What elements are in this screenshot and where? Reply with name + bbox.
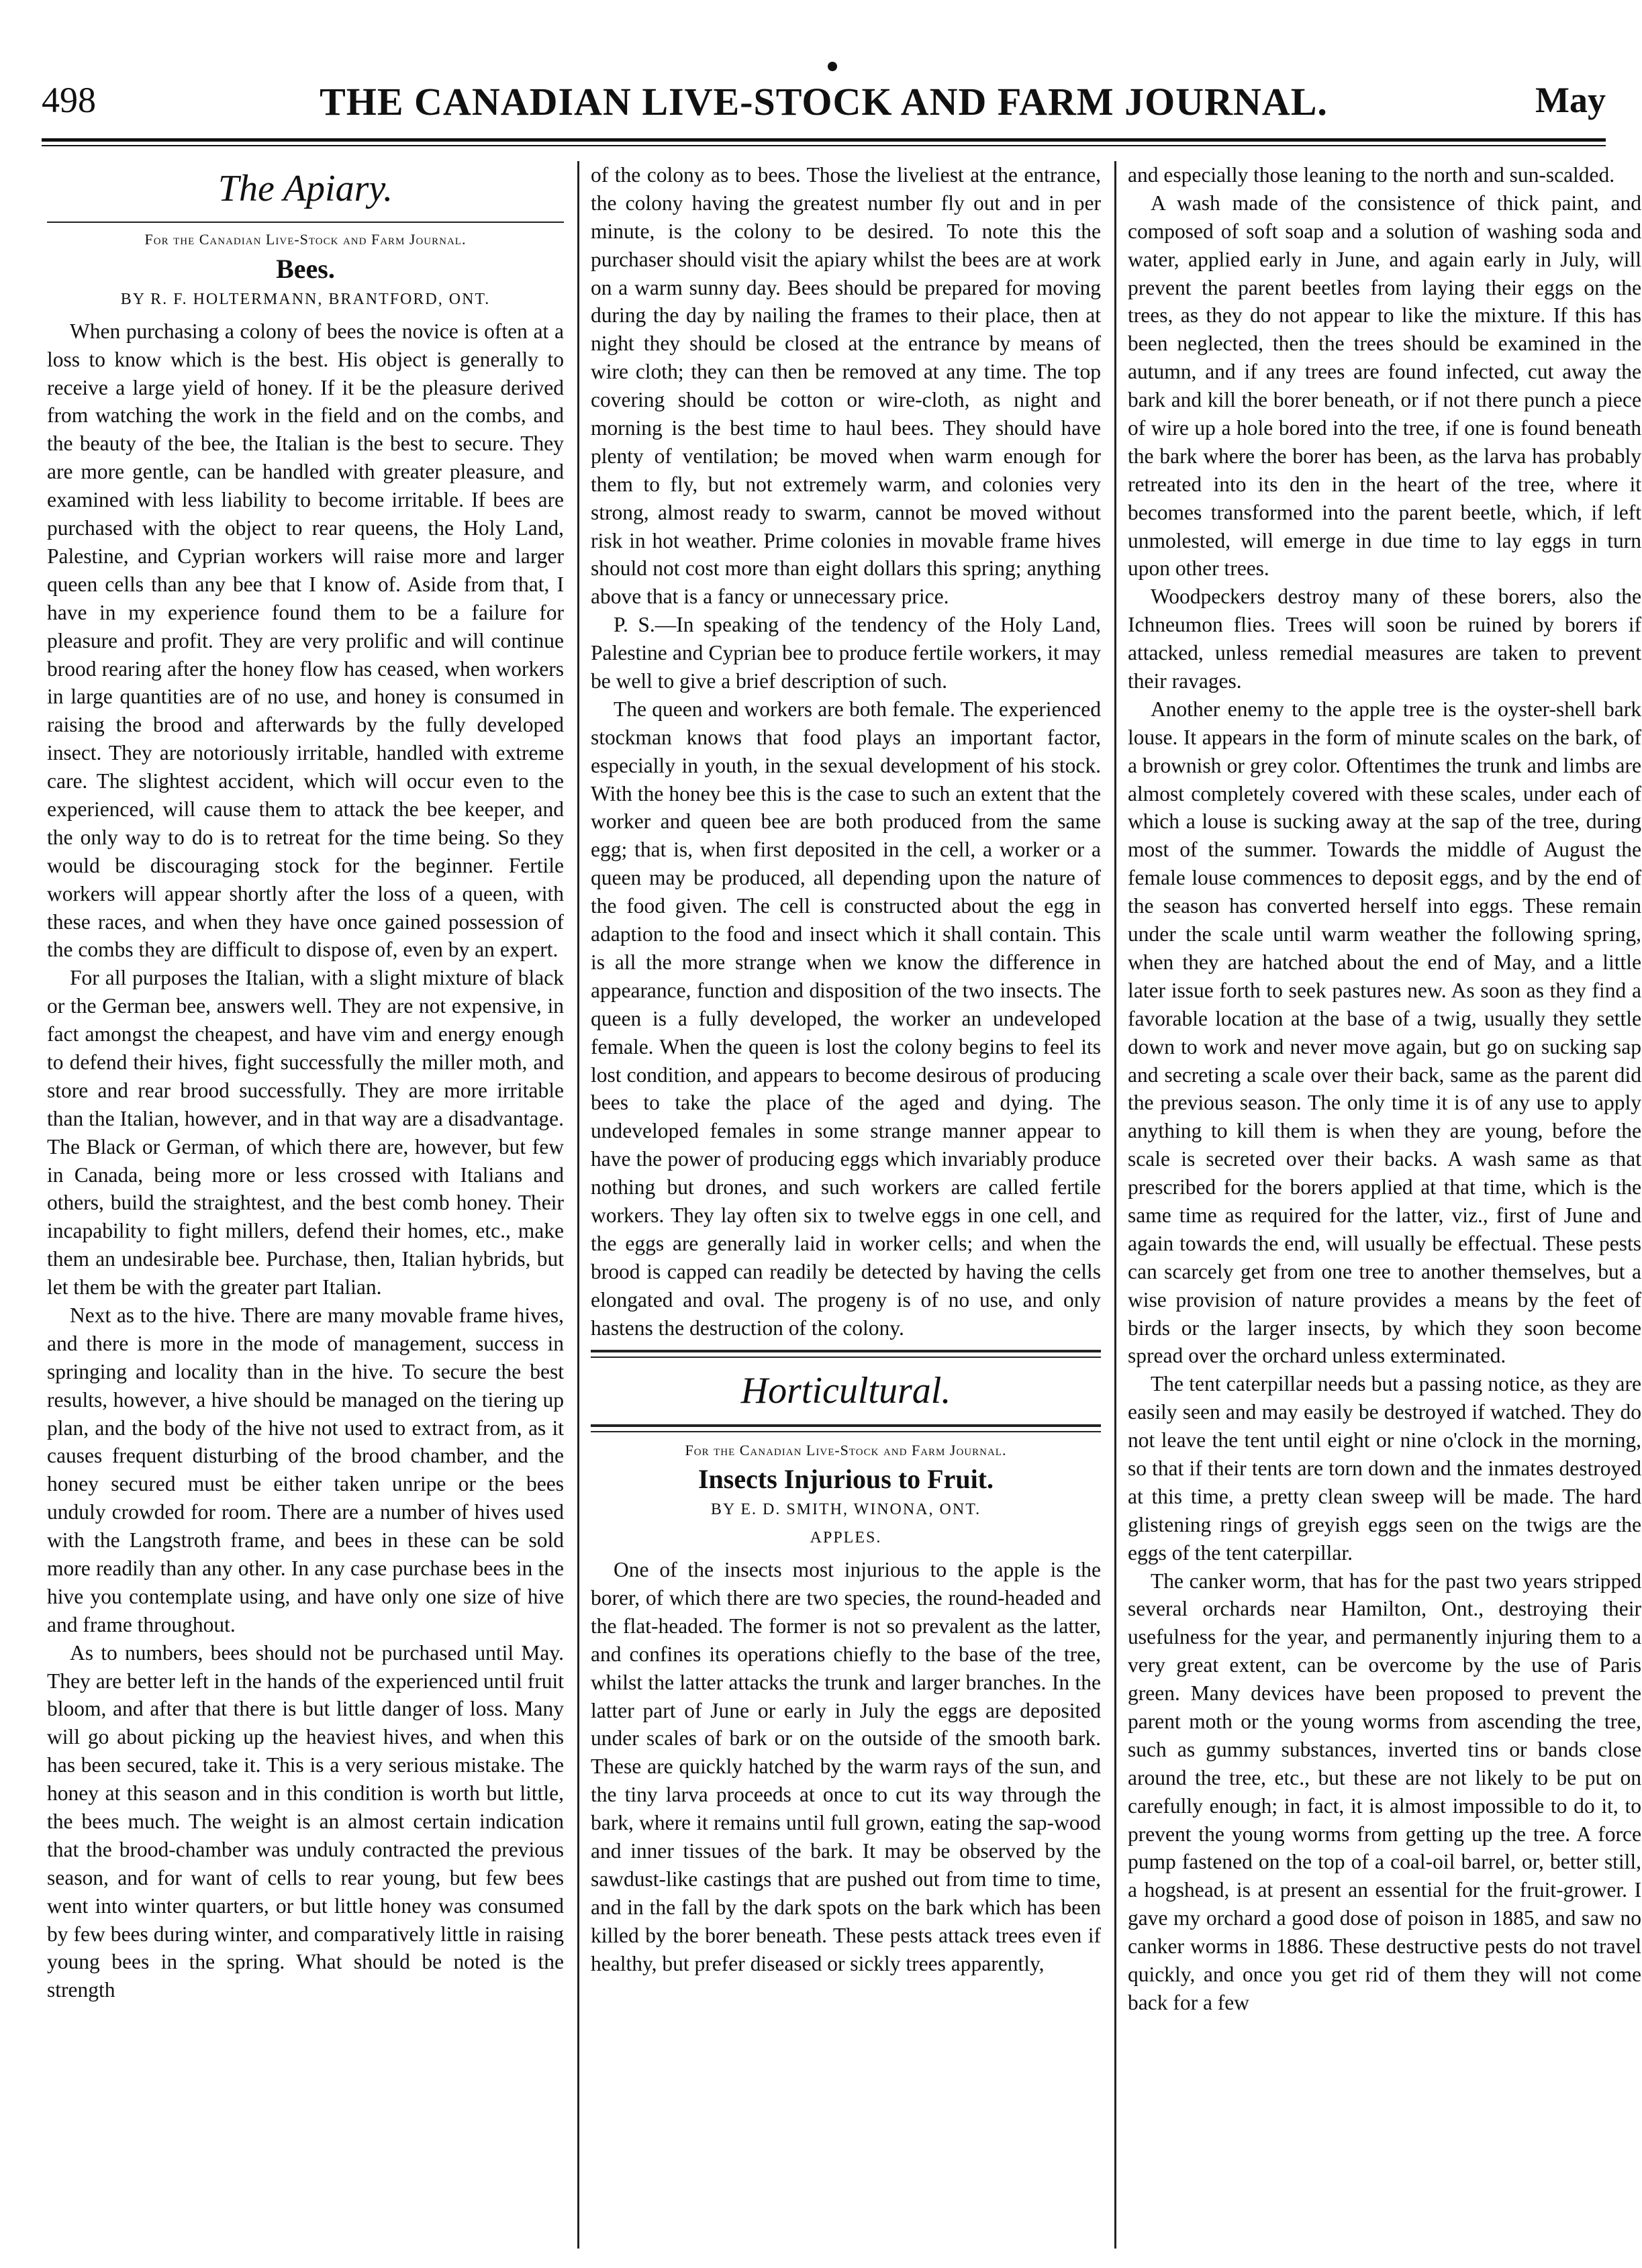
section-rule <box>591 1424 1101 1432</box>
paragraph: The canker worm, that has for the past two years stripped several orchards near Hamilton, Ont., destroying their usefulness for the year, and permanently injuring them to a very great extent, can be overcome by the use of Paris green. Many devices have been proposed to prevent the parent moth or the young worms from ascending the tree, such as gummy substances, inverted tins or bands close around the tree, etc., but these are not likely to be put on carefully enough; in fact, it is almost impossible to do it, to prevent the young worms from getting up the tree. A force pump fastened on the top of a coal-oil barrel, or, better still, a hogshead, is at present an essential for the fruit-grower. I gave my orchard a good dose of poison in 1885, and saw no canker worms in 1886. These destructive pests do not travel quickly, and once you get rid of them they will not come back for a few <box>1128 1569 1641 2014</box>
byline: BY E. D. SMITH, WINONA, ONT. <box>710 1501 981 1519</box>
paragraph: The queen and workers are both female. The experienced stockman knows that food plays an important factor, especially in youth, in the sexual development of his stock. With the honey bee this is the case to such an extent that the worker and queen bee are both produced from the same egg; that is, when first deposited in the cell, a worker or a queen may be produced, all depending upon the nature of the food given. The cell is constructed about the egg in adaption to the food and insect which it shall contain. This is all the more strange when we know the difference in appearance, function and disposition of the two insects. The queen is a fully developed, the worker an undeveloped female. When the queen is lost the colony begins to feel its lost condition, and appears to become desirous of producing bees to take the place of the aged and dying. The undeveloped females in some strange manner appear to have the power of producing eggs which invariably produce nothing but drones, and such workers are called fertile workers. They lay often six to twelve eggs in one cell, and the eggs are generally laid in worker cells; and when the brood is capped can readily be detected by having the cells elongated and oval. The progeny is of no use, and only hastens the destruction of the colony. <box>591 697 1101 1340</box>
paragraph: Next as to the hive. There are many movable frame hives, and there is more in the mode of management, success in springing and locality than in the hive. To secure the best results, however, a hive should be managed on the tiering up plan, and the body of the hive not used to extract from, as it causes frequent disturbing of the brood chamber, and the honey secured must be either taken unripe or the bees unduly crowded for room. There are a number of hives used with the Langstroth frame, and bees in these can be sold more readily than any other. In any case purchase bees in the hive you contemplate using, and have only one size of hive and frame throughout. <box>47 1303 564 1636</box>
issue-month: May <box>1535 80 1606 120</box>
paragraph: P. S.—In speaking of the tendency of the Holy Land, Palestine and Cyprian bee to produce fertile workers, it may be well to give a brief description of such. <box>591 613 1101 693</box>
paragraph: Woodpeckers destroy many of these borers, also the Ichneumon flies. Trees will soon be ruined by borers if attacked, unless remedial measures are taken to prevent their ravages. <box>1128 585 1641 693</box>
header-rule-thick <box>42 138 1606 142</box>
for-line: For the Canadian Live-Stock and Farm Journal. <box>144 231 467 248</box>
ornament-dot <box>828 62 837 71</box>
section-rule <box>591 1350 1101 1358</box>
paragraph: When purchasing a colony of bees the novice is often at a loss to know which is the best. His object is generally to receive a large yield of honey. If it be the pleasure derived from watching the work in the field and on the combs, and the beauty of the bee, the Italian is the best to secure. They are more gentle, can be handled with greater pleasure, and examined with less liability to become irritable. If bees are purchased with the object to rear queens, the Holy Land, Palestine, and Cyprian workers will raise more and larger queen cells than any bee that I know of. Aside from that, I have in my experience found them to be a failure for pleasure and profit. They are very prolific and will continue brood rearing after the honey flow has ceased, when workers in large quantities are of no use, and honey is consumed in raising the brood and afterwards by the fully developed insect. They are notoriously irritable, handled with extreme care. The slightest accident, which will occur even to the experienced, will cause them to attack the bee keeper, and the only way to do is to retreat for the time being. So they would be discouraging stock for the beginner. Fertile workers will appear shortly after the loss of a queen, with these races, and when they have once gained possession of the combs they are difficult to dispose of, even by an expert. <box>47 319 564 962</box>
paragraph: The tent caterpillar needs but a passing notice, as they are easily seen and may easily be destroyed if watched. They do not leave the tent until eight or nine o'clock in the morning, so that if their tents are torn down and the inmates destroyed at this time, a pretty clean sweep will be made. The hard glistening rings of greyish eggs seen on the twigs are the eggs of the tent caterpillar. <box>1128 1372 1641 1565</box>
page-number: 498 <box>42 80 96 120</box>
section-title-apiary: The Apiary. <box>218 168 393 209</box>
section-title-horticultural: Horticultural. <box>740 1370 951 1412</box>
article-title-insects: Insects Injurious to Fruit. <box>697 1464 994 1495</box>
column-2 <box>591 161 1101 2249</box>
paragraph: For all purposes the Italian, with a slight mixture of black or the German bee, answers well. They are not expensive, in fact amongst the cheapest, and have vim and energy enough to defend their hives, fight successfully the miller moth, and store and rear brood successfully. They are more irritable than the Italian, however, and in that way are a disadvantage. The Black or German, of which there are, however, but few in Canada, being more or less crossed with Italians and others, build the straightest, and the best comb honey. Their incapability to fight millers, defend their homes, etc., make them an undesirable bee. Purchase, then, Italian hybrids, but let them be with the greater part Italian. <box>47 966 564 1299</box>
paragraph: One of the insects most injurious to the apple is the borer, of which there are two species, the round-headed and the flat-headed. The former is not so prevalent as the latter, and confines its operations chiefly to the base of the tree, whilst the latter attacks the trunk and larger branches. In the latter part of June or early in July the eggs are deposited under scales of bark or on the outside of the smooth bark. These are quickly hatched by the warm rays of the sun, and the tiny larva proceeds at once to cut its way through the bark, where it remains until full grown, eating the sap-wood and inner tissues of the bark. It may be observed by the sawdust-like castings that are pushed out from time to time, and in the fall by the dark spots on the bark which has been killed by the borer beneath. These pests attack trees even if healthy, but prefer diseased or sickly trees apparently, <box>591 1558 1101 1975</box>
page-header <box>42 79 1606 133</box>
paragraph: and especially those leaning to the north and sun-scalded. <box>1128 163 1615 187</box>
column-1 <box>47 161 564 2249</box>
paragraph: Another enemy to the apple tree is the oyster-shell bark louse. It appears in the form of minute scales on the bark, of a brownish or grey color. Oftentimes the trunk and limbs are almost completely covered with these scales, under each of which a louse is sucking away at the sap of the tree, during most of the summer. Towards the middle of August the female louse commences to deposit eggs, and by the end of the season has converted herself into eggs. These remain under the scale until warm weather the following spring, when they are hatched about the end of May, and a little later issue forth to seek pastures new. As soon as they find a favorable location at the base of a twig, usually they settle down to work and never move again, but go on sucking sap and secreting a scale over their back, same as the parent did the previous season. The only time it is of any use to apply anything to kill them is when they are young, before the scale is secreted over their backs. A wash same as that prescribed for the borers applied at that time, which is the same time as required for the latter, viz., first of June and again towards the end, will usually be effectual. These pests can scarcely get from one tree to another themselves, but a wise provision of nature provides a means by the feet of birds or the larger insects, by which they soon become spread over the orchard unless exterminated. <box>1128 697 1641 1368</box>
paragraph: A wash made of the consistence of thick paint, and composed of soft soap and a solution of washing soda and water, applied early in June, and again early in July, will prevent the parent beetles from laying their eggs on the trees, as they do not appear to like the mixture. If this has been neglected, then the trees should be examined in the autumn, and if any trees are found infected, cut away the bark and kill the borer beneath, or if not there punch a piece of wire up a hole bored into the tree, if one is found beneath the bark where the borer has been, as the larva has probably retreated into its den in the heart of the tree, where it becomes transformed into the parent beetle, which, if left unmolested, will emerge in due time to lay eggs in turn upon other trees. <box>1128 191 1641 581</box>
section-rule <box>47 221 564 223</box>
column-divider <box>1114 161 1116 2249</box>
column-divider <box>577 161 579 2249</box>
journal-title: THE CANADIAN LIVE-STOCK AND FARM JOURNAL. <box>320 80 1328 124</box>
paragraph: As to numbers, bees should not be purchased until May. They are better left in the hands of the experienced until fruit bloom, and after that there is but little danger of loss. Many will go about picking up the heaviest hives, and when this has been secured, take it. This is a very serious mistake. The honey at this season and in this condition is worth but little, the bees much. The weight is an almost certain indication that the brood-chamber was unduly contracted the previous season, and for want of cells to rear young, but few bees went into winter quarters, or but little honey was consumed by few bees during winter, and comparatively little in raising young bees in the spring. What should be noted is the strength <box>47 1640 564 2002</box>
column-3 <box>1128 161 1641 2249</box>
paragraph: of the colony as to bees. Those the liveliest at the entrance, the colony having the greatest number fly out and in per minute, is the colony to be desired. To note this the purchaser should visit the apiary whilst the bees are at work on a warm sunny day. Bees should be prepared for moving during the day by nailing the frames to their place, then at night they should be closed at the entrance by means of wire cloth; they can then be removed at any time. The top covering should be cotton or wire-cloth, as night and morning is the best time to haul bees. They should have plenty of ventilation; be moved when warm enough for them to fly, but not extremely warm, and colonies very strong, almost ready to swarm, cannot be moved without risk in hot weather. Prime colonies in movable frame hives should not cost more than eight dollars this spring; anything above that is a fancy or unnecessary price. <box>591 163 1101 609</box>
article-title-bees: Bees. <box>276 253 335 284</box>
header-rule-thin <box>42 145 1606 146</box>
for-line: For the Canadian Live-Stock and Farm Journal. <box>685 1441 1007 1459</box>
byline: BY R. F. HOLTERMANN, BRANTFORD, ONT. <box>120 290 491 308</box>
subheading-apples: APPLES. <box>810 1529 882 1547</box>
